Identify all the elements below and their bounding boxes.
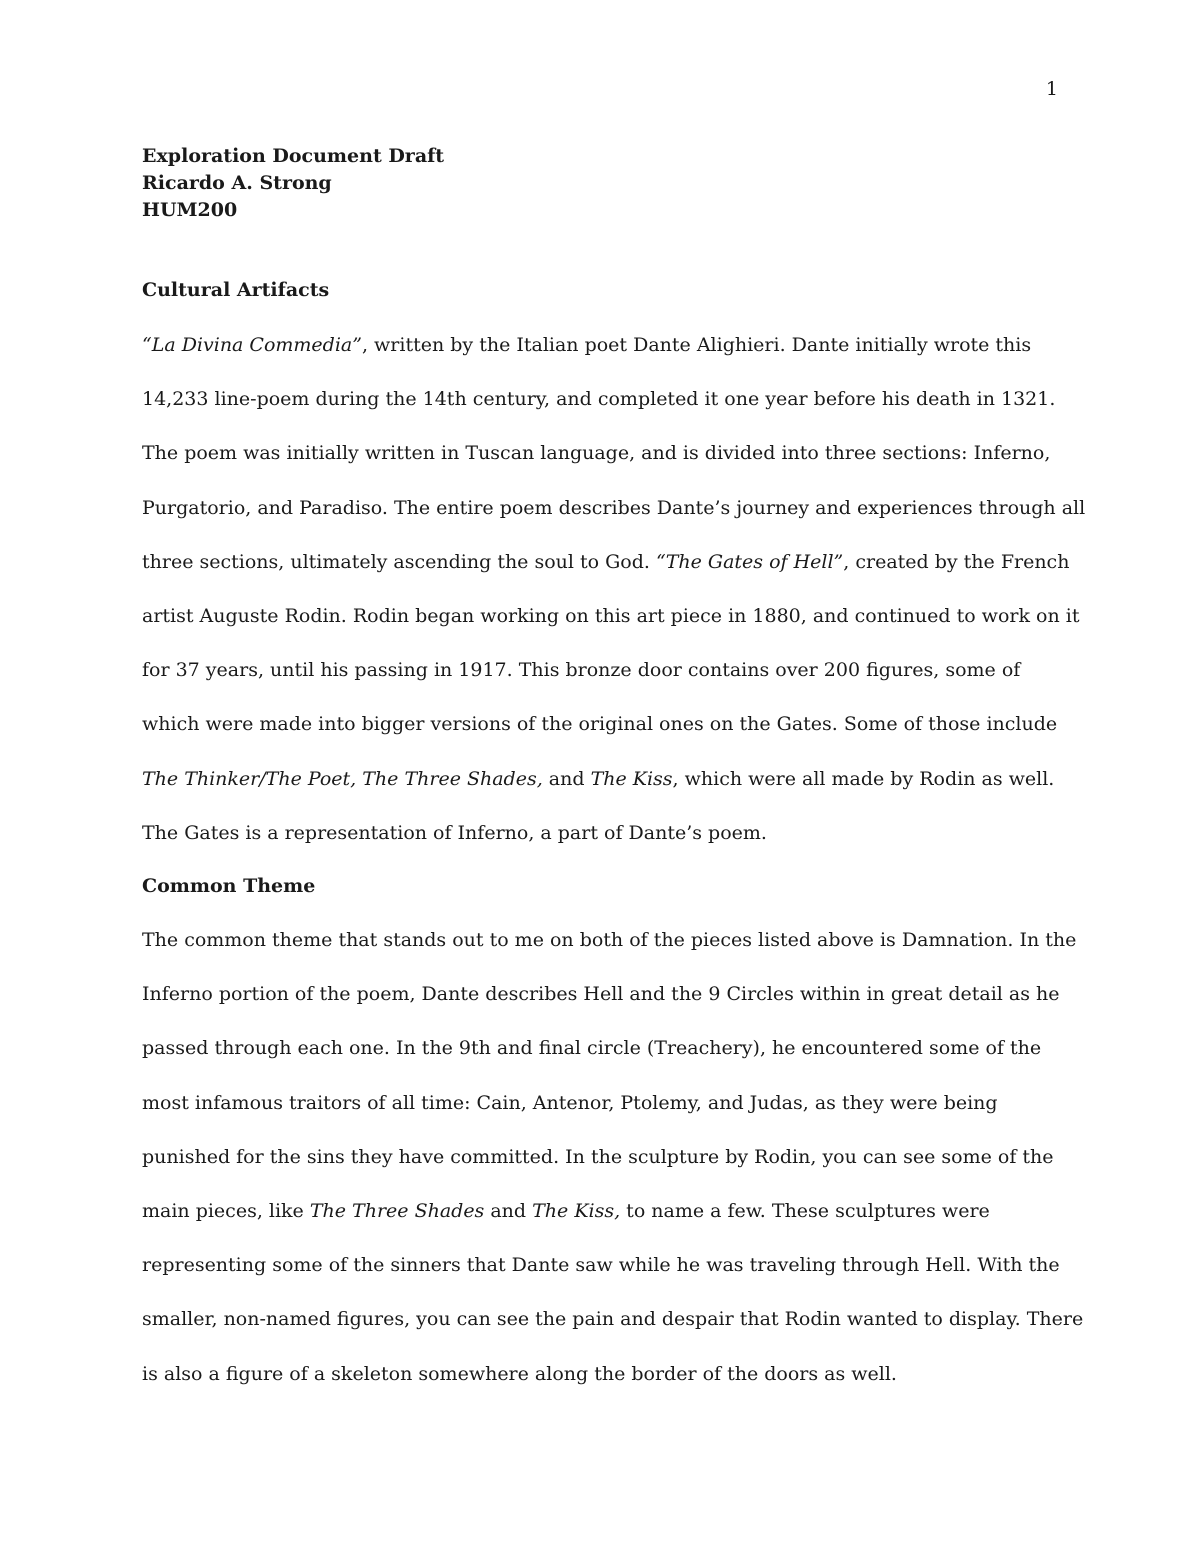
text-run: representing some of the sinners that Dante saw while he was traveling through Hell. With the: [142, 1254, 1060, 1277]
text-run: Purgatorio, and Paradiso. The entire poem describes Dante’s journey and experiences through all: [142, 496, 1086, 519]
italic-text-run: “The Gates of Hell”: [655, 550, 844, 573]
text-run: , written by the Italian poet Dante Alighieri. Dante initially wrote this: [361, 334, 1032, 356]
text-line: [142, 318, 1062, 372]
text-run: main pieces, like: [142, 1199, 310, 1222]
text-run: to name a few. These sculptures were: [620, 1199, 990, 1222]
section-title-cultural-artifacts: Cultural Artifacts: [142, 279, 330, 301]
text-run: passed through each one. In the 9th and final circle (Treachery), he encountered some of the: [142, 1037, 1042, 1060]
italic-text-run: The Three Shades: [309, 1199, 485, 1222]
text-run: smaller, non-named figures, you can see the pain and despair that Rodin wanted to display. There: [142, 1308, 1084, 1331]
text-run: artist Auguste Rodin. Rodin began working on this art piece in 1880, and continued to work on it: [142, 604, 1080, 627]
text-run: three sections, ultimately ascending the soul to God.: [142, 550, 656, 573]
text-run: , created by the French: [843, 550, 1070, 573]
section-title-common-theme: Common Theme: [142, 875, 316, 897]
author-name: Ricardo A. Strong: [142, 172, 332, 194]
section-body-cultural-artifacts: [142, 318, 1086, 860]
text-line: [142, 1021, 1062, 1075]
text-line: [142, 913, 1077, 967]
text-run: for 37 years, until his passing in 1917. This bronze door contains over 200 figures, some of: [142, 659, 1021, 682]
text-line: [142, 1347, 1062, 1401]
text-line: [142, 1130, 1062, 1184]
text-line: [142, 752, 1062, 806]
text-line: [142, 697, 1062, 751]
italic-text-run: The Thinker/The Poet, The Three Shades,: [142, 767, 543, 790]
text-run: The poem was initially written in Tuscan language, and is divided into three sections: Inferno,: [142, 442, 1051, 465]
text-run: most infamous traitors of all time: Cain, Antenor, Ptolemy, and Judas, as they were being: [142, 1091, 998, 1114]
italic-text-run: “La Divina Commedia”: [142, 334, 362, 356]
text-line: [142, 806, 1062, 860]
text-run: 14,233 line-poem during the 14th century, and completed it one year before his death in 1321.: [142, 388, 1056, 411]
text-run: The Gates is a representation of Inferno, a part of Dante’s poem.: [142, 821, 767, 844]
document-header: [142, 143, 1062, 224]
text-line: [142, 643, 1062, 697]
text-line: [142, 589, 1080, 643]
section-body-common-theme: [142, 913, 1084, 1401]
text-run: is also a figure of a skeleton somewhere along the border of the doors as well.: [142, 1362, 897, 1385]
course-code: HUM200: [142, 199, 238, 221]
page-number: 1: [1045, 78, 1058, 100]
text-run: Inferno portion of the poem, Dante describes Hell and the 9 Circles within in great detail as he: [142, 983, 1060, 1006]
text-line: [142, 535, 1070, 589]
text-run: , which were all made by Rodin as well.: [672, 767, 1055, 790]
text-line: [142, 1076, 1062, 1130]
text-run: punished for the sins they have committed. In the sculpture by Rodin, you can see some of the: [142, 1145, 1054, 1168]
text-line: [142, 426, 1062, 480]
text-line: [142, 1184, 1062, 1238]
document-title: Exploration Document Draft: [142, 145, 445, 167]
text-line: [142, 372, 1062, 426]
text-line: [142, 1238, 1062, 1292]
text-run: and: [484, 1199, 533, 1222]
text-run: The common theme that stands out to me on both of the pieces listed above is Damnation. In the: [142, 929, 1077, 951]
text-line: [142, 967, 1062, 1021]
text-run: which were made into bigger versions of the original ones on the Gates. Some of those include: [142, 713, 1058, 736]
text-line: [142, 1292, 1084, 1346]
text-run: and: [542, 767, 591, 790]
italic-text-run: The Kiss: [590, 767, 673, 790]
text-line: [142, 481, 1086, 535]
italic-text-run: The Kiss,: [532, 1199, 621, 1222]
